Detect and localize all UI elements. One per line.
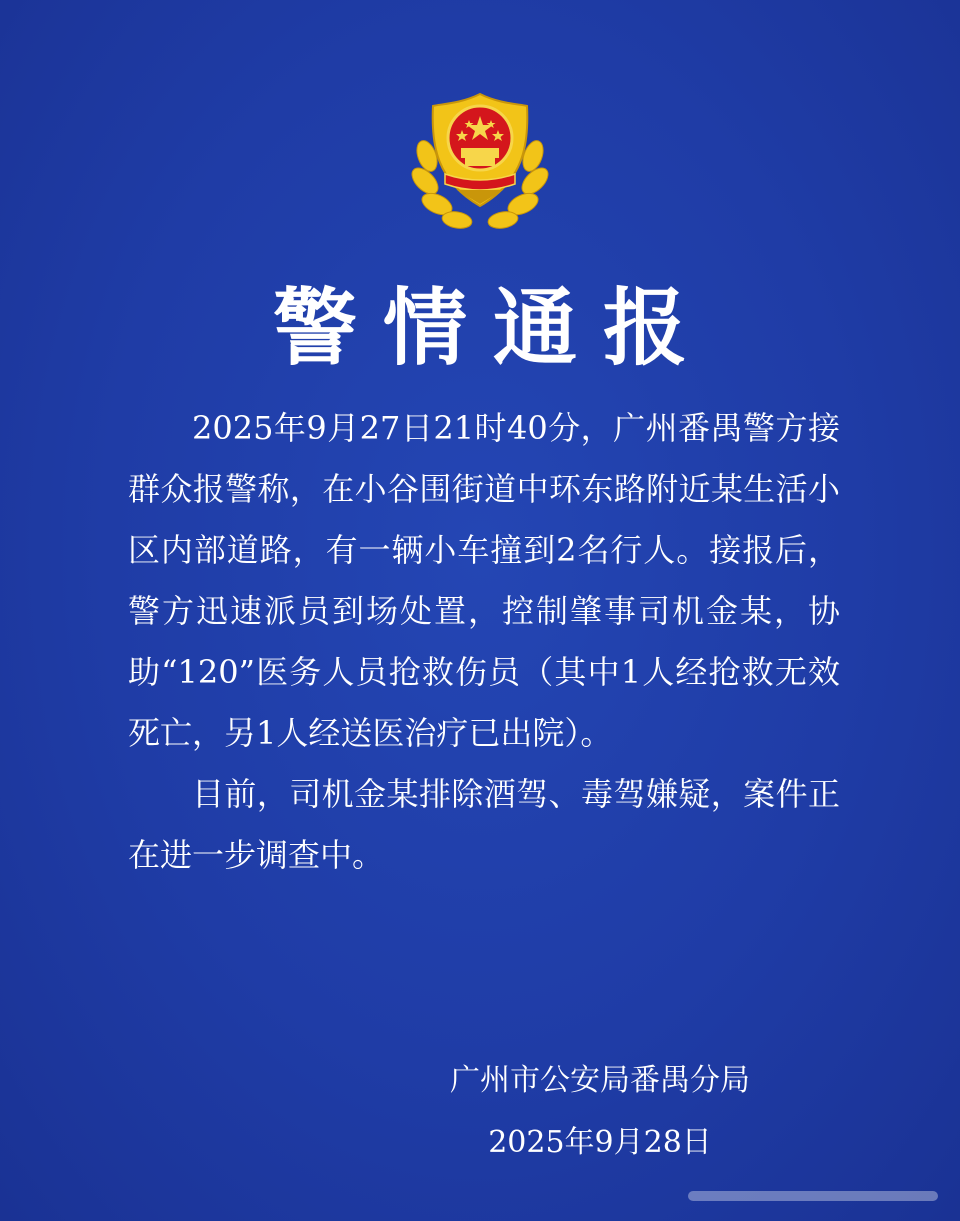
police-emblem-icon [405,86,555,236]
notice-title: 警情通报 [272,278,713,377]
issuer-name: 广州市公安局番禺分局 [450,1063,750,1098]
notice-paragraph: 2025年9月27日21时40分，广州番禺警方接群众报警称，在小谷围街道中环东路附近某生活小区内部道路，有一辆小车撞到2名行人。接报后，警方迅速派员到场处置，控制肇事司机金某，协助“120”医务人员抢救伤员（其中1人经抢救无效死亡，另1人经送医治疗已出院）。 [128,409,840,752]
issue-date: 2025年9月28日 [488,1125,712,1160]
watermark-icon [688,1183,938,1209]
notice-paragraph: 目前，司机金某排除酒驾、毒驾嫌疑，案件正在进一步调查中。 [128,775,840,874]
notice-body [128,398,840,886]
notice-signature [450,1050,750,1174]
